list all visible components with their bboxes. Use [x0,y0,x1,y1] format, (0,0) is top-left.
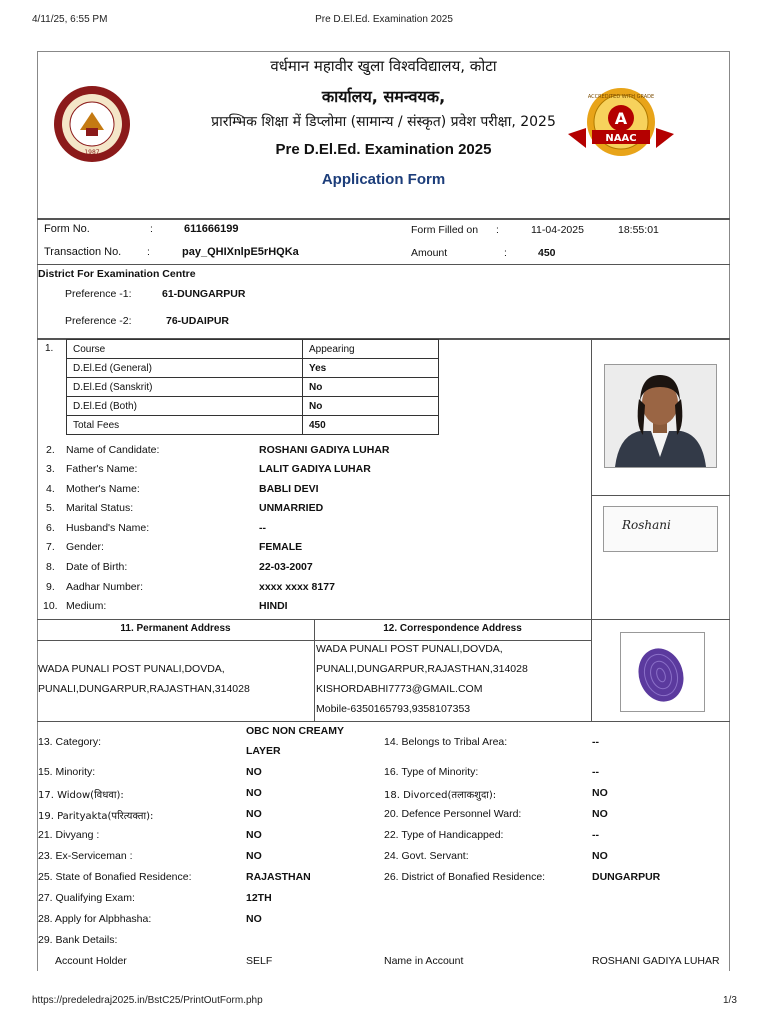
detail-label: 20. Defence Personnel Ward: [384,808,522,820]
amount-value: 450 [538,247,556,259]
detail-label: 23. Ex-Serviceman : [38,850,133,862]
correspondence-address-line1: WADA PUNALI POST PUNALI,DOVDA, [316,643,503,655]
print-page-number: 1/3 [723,995,737,1006]
govt-servant-value: NO [592,850,608,862]
field-label: Aadhar Number: [66,581,144,593]
appearing-header: Appearing [303,340,439,359]
divorced-value: NO [592,787,608,799]
candidate-photo-image [605,365,716,467]
widow-value: NO [246,787,262,799]
field-number: 3. [46,463,55,475]
seal-year: 1987 [84,149,100,156]
course-name: D.El.Ed (General) [67,359,303,378]
university-name: वर्धमान महावीर खुला विश्वविद्यालय, कोटा [270,57,497,75]
medium: HINDI [259,600,288,612]
district-heading: District For Examination Centre [38,268,196,280]
tribal-area-value: -- [592,736,599,748]
detail-label: 19. Parityakta(परित्यक्ता): [38,811,154,822]
print-timestamp: 4/11/25, 6:55 PM [32,14,108,25]
candidate-photo [604,364,717,468]
minority-value: NO [246,766,262,778]
detail-label: 24. Govt. Servant: [384,850,469,862]
field-number: 4. [46,483,55,495]
detail-label: 17. Widow(विधवा): [38,790,124,801]
detail-label: 18. Divorced(तलाकशुदा): [384,790,497,801]
date-of-birth: 22-03-2007 [259,561,313,573]
form-no-label: Form No. [44,223,90,235]
form-no-colon: : [150,223,153,235]
district-residence-value: DUNGARPUR [592,871,661,883]
pref2-label: Preference -2: [65,315,132,327]
pref1-label: Preference -1: [65,288,132,300]
field-number: 9. [46,581,55,593]
alpbhasha-value: NO [246,913,262,925]
field-label: Gender: [66,541,104,553]
account-holder-value: SELF [246,955,273,967]
correspondence-email: KISHORDABHI7773@GMAIL.COM [316,683,483,695]
qualifying-exam-value: 12TH [246,892,272,904]
category-label: 13. Category: [38,736,102,748]
divyang-value: NO [246,829,262,841]
husband-name: -- [259,522,266,534]
table-row [67,340,439,359]
form-filled-date: 11-04-2025 [531,224,584,236]
detail-label: 26. District of Bonafied Residence: [384,871,546,883]
course-appearing: No [303,378,439,397]
detail-label: 28. Apply for Alpbhasha: [38,913,152,925]
parityakta-value: NO [246,808,262,820]
course-appearing: Yes [303,359,439,378]
form-filled-time: 18:55:01 [618,224,659,236]
form-filled-label: Form Filled on [411,224,479,236]
candidate-signature [603,506,718,552]
print-url: https://predeledraj2025.in/BstC25/PrintOutForm.php [32,995,263,1006]
father-name: LALIT GADIYA LUHAR [259,463,371,475]
naac-letter: A [614,109,628,128]
detail-label: 16. Type of Minority: [384,766,479,778]
field-label: Medium: [66,600,107,612]
pref1-value: 61-DUNGARPUR [162,288,246,300]
amount-label: Amount [411,247,448,259]
type-of-minority-value: -- [592,766,599,778]
field-number: 6. [46,522,55,534]
thumb-impression [620,632,705,712]
amount-colon: : [504,247,507,259]
correspondence-address-line2: PUNALI,DUNGARPUR,RAJASTHAN,314028 [316,663,528,675]
naac-label: NAAC [605,133,637,144]
category-value-line2: LAYER [246,745,281,757]
handicapped-type-value: -- [592,829,599,841]
thumbprint-image [621,633,704,711]
detail-label: 22. Type of Handicapped: [384,829,504,841]
course-name: D.El.Ed (Both) [67,397,303,416]
permanent-address-line2: PUNALI,DUNGARPUR,RAJASTHAN,314028 [38,683,250,695]
field-label: Date of Birth: [66,561,128,573]
course-table [66,339,439,435]
field-number: 7. [46,541,55,553]
signature-text: Roshani [622,518,671,532]
field-label: Father's Name: [66,463,138,475]
detail-label: 21. Divyang : [38,829,100,841]
state-residence-value: RAJASTHAN [246,871,311,883]
account-holder-label: Account Holder [55,955,127,967]
tribal-area-label: 14. Belongs to Tribal Area: [384,736,508,748]
naac-ring-text: ACCREDITED WITH GRADE [587,94,655,100]
aadhar-number: xxxx xxxx 8177 [259,581,335,593]
transaction-label: Transaction No. [44,246,122,258]
total-fees-label: Total Fees [67,416,303,435]
field-number: 5. [46,502,55,514]
field-number: 8. [46,561,55,573]
mother-name: BABLI DEVI [259,483,319,495]
field-number: 10. [43,600,58,612]
permanent-address-heading: 11. Permanent Address [120,623,231,634]
table-row [67,416,439,435]
field-number: 2. [46,444,55,456]
table-row [67,378,439,397]
name-in-account-value: ROSHANI GADIYA LUHAR [592,955,720,967]
field-label: Name of Candidate: [66,444,160,456]
field-label: Mother's Name: [66,483,140,495]
pref2-value: 76-UDAIPUR [166,315,230,327]
form-title: Application Form [321,171,446,188]
bank-details-label: 29. Bank Details: [38,934,118,946]
exam-title-english: Pre D.El.Ed. Examination 2025 [275,141,492,158]
course-name: D.El.Ed (Sanskrit) [67,378,303,397]
detail-label: 15. Minority: [38,766,96,778]
course-header: Course [67,340,303,359]
defence-ward-value: NO [592,808,608,820]
course-number: 1. [45,343,54,354]
total-fees-value: 450 [303,416,439,435]
category-value-line1: OBC NON CREAMY [246,725,345,737]
print-page-title: Pre D.El.Ed. Examination 2025 [315,14,453,25]
permanent-address-line1: WADA PUNALI POST PUNALI,DOVDA, [38,663,225,675]
signature-image [604,507,717,551]
detail-label: 25. State of Bonafied Residence: [38,871,192,883]
field-label: Marital Status: [66,502,134,514]
ex-serviceman-value: NO [246,850,262,862]
form-no-value: 611666199 [184,223,239,235]
correspondence-mobile: Mobile-6350165793,9358107353 [316,703,471,715]
marital-status: UNMARRIED [259,502,324,514]
detail-label: 27. Qualifying Exam: [38,892,135,904]
correspondence-address-heading: 12. Correspondence Address [383,623,522,634]
exam-title-hindi: प्रारम्भिक शिक्षा में डिप्लोमा (सामान्य / संस्कृत) प्रवेश परीक्षा, 2025 [211,114,556,130]
office-title: कार्यालय, समन्वयक, [321,87,446,106]
form-filled-colon: : [496,224,499,236]
candidate-name: ROSHANI GADIYA LUHAR [259,444,390,456]
gender: FEMALE [259,541,303,553]
name-in-account-label: Name in Account [384,955,464,967]
course-appearing: No [303,397,439,416]
table-row [67,359,439,378]
transaction-value: pay_QHIXnlpE5rHQKa [182,246,299,258]
table-row [67,397,439,416]
transaction-colon: : [147,246,150,258]
field-label: Husband's Name: [66,522,150,534]
